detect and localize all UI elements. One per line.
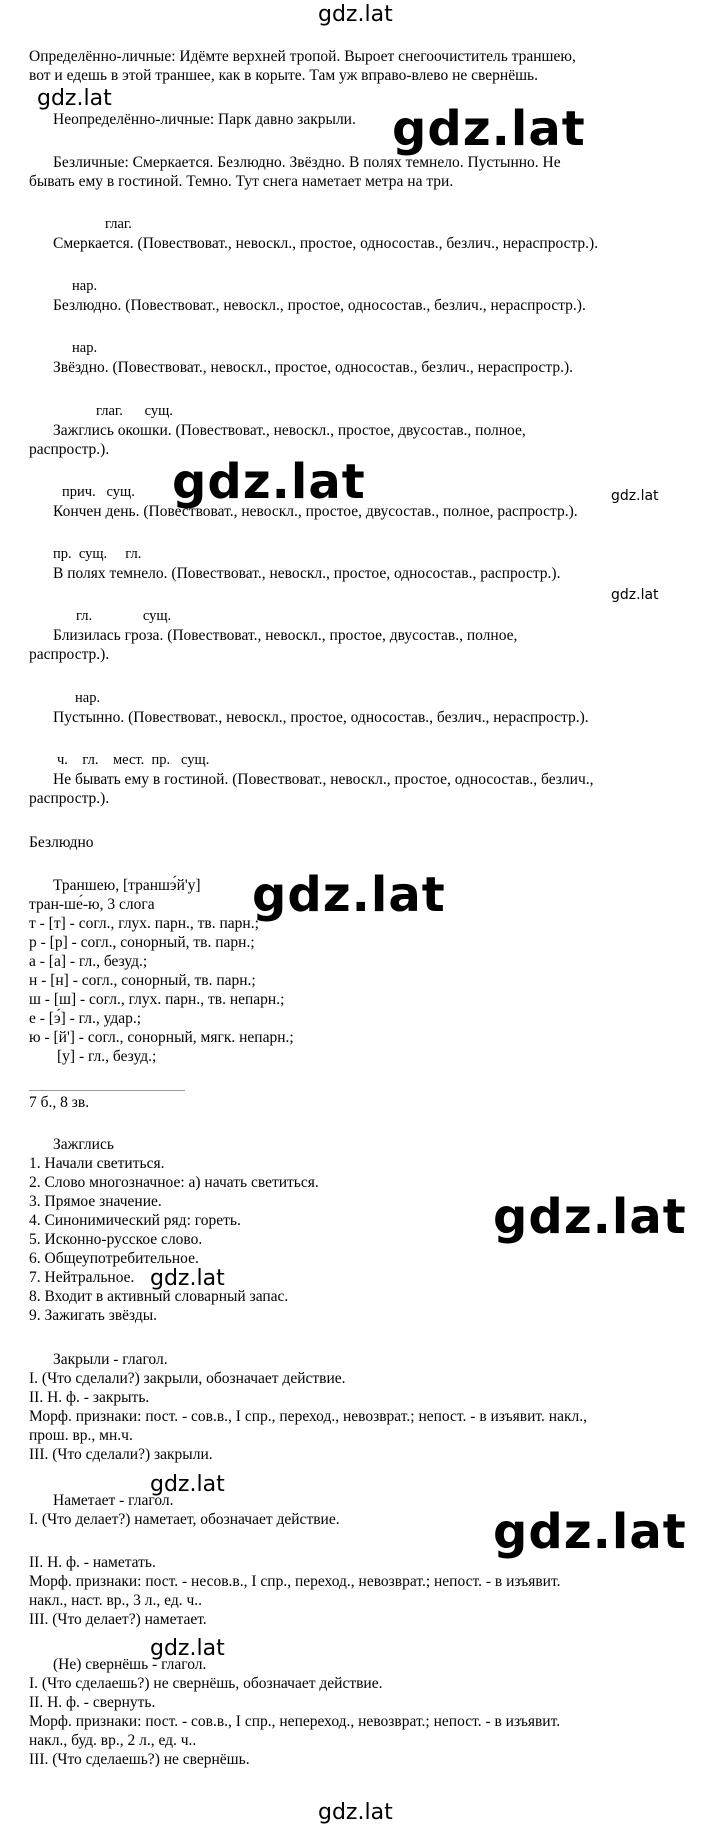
lexical-head: Зажглись (53, 1136, 114, 1153)
phonetic-row: н - [н] - согл., сонорный, тв. парн.; (29, 972, 256, 989)
lexical-item: 1. Начали светиться. (29, 1155, 165, 1172)
parse-text: распростр.). (29, 646, 110, 663)
lexical-item: 7. Нейтральное. (29, 1269, 135, 1286)
phonetic-row: т - [т] - согл., глух. парн., тв. парн.; (29, 915, 259, 932)
parse-marks: глаг. (105, 216, 132, 232)
phonetic-row: ю - [й'] - согл., сонорный, мягк. непарн.; (29, 1029, 294, 1046)
parse-marks: глаг. сущ. (96, 403, 173, 419)
watermark-large: gdz.lat (252, 867, 446, 923)
parse-text: Зажглись окошки. (Повествоват., невоскл., простое, двусостав., полное, (53, 422, 526, 439)
watermark-bottom: gdz.lat (318, 1800, 393, 1825)
morph-line: I. (Что делает?) наметает, обозначает действие. (29, 1511, 340, 1528)
morph-line: III. (Что сделали?) закрыли. (29, 1446, 213, 1463)
morph-line: прош. вр., мн.ч. (29, 1427, 133, 1444)
morph-line: II. Н. ф. - наметать. (29, 1554, 156, 1571)
watermark-top: gdz.lat (318, 2, 393, 27)
morph-head: Закрыли - глагол. (53, 1351, 168, 1368)
phonetic-row: а - [а] - гл., безуд.; (29, 953, 148, 970)
lexical-item: 8. Входит в активный словарный запас. (29, 1288, 289, 1305)
sentences-line: Неопределённо-личные: Парк давно закрыли. (53, 111, 356, 128)
parse-text: Не бывать ему в гостиной. (Повествоват., невоскл., простое, односостав., безлич., (53, 771, 594, 788)
watermark-large: gdz.lat (493, 1504, 687, 1560)
morph-line: III. (Что сделаешь?) не свернёшь. (29, 1751, 250, 1768)
lexical-item: 2. Слово многозначное: а) начать светиться. (29, 1174, 319, 1191)
morph-line: Морф. признаки: пост. - несов.в., I спр., переход., невозврат.; непост. - в изъявит. (29, 1573, 561, 1590)
morph-line: II. Н. ф. - закрыть. (29, 1389, 150, 1406)
morph-line: Морф. признаки: пост. - сов.в., I спр., непереход., невозврат.; непост. - в изъявит. (29, 1713, 561, 1730)
watermark-large: gdz.lat (172, 454, 366, 510)
lexical-item: 6. Общеупотребительное. (29, 1250, 199, 1267)
watermark: gdz.lat (150, 1472, 225, 1497)
sentences-line: Определённо-личные: Идёмте верхней тропой. Выроет снегоочиститель траншею, (29, 48, 576, 65)
lexical-item: 3. Прямое значение. (29, 1193, 162, 1210)
divider (29, 1090, 185, 1091)
parse-text: В полях темнело. (Повествоват., невоскл., простое, односостав., распростр.). (53, 565, 561, 582)
parse-marks: нар. (72, 278, 98, 294)
parse-marks: гл. сущ. (76, 608, 172, 624)
lexical-item: 5. Исконно-русское слово. (29, 1231, 203, 1248)
parse-text: Смеркается. (Повествоват., невоскл., простое, односостав., безлич., нераспростр.). (53, 235, 599, 252)
parse-text: Пустынно. (Повествоват., невоскл., простое, односостав., безлич., нераспростр.). (53, 709, 589, 726)
morph-line: Морф. признаки: пост. - сов.в., I спр., переход., невозврат.; непост. - в изъявит. накл., (29, 1408, 587, 1425)
phonetic-row: [у] - гл., безуд.; (57, 1048, 157, 1065)
parse-text: Звёздно. (Повествоват., невоскл., простое, односостав., безлич., нераспростр.). (53, 359, 574, 376)
sentences-line: бывать ему в гостиной. Темно. Тут снега наметает метра на три. (29, 173, 454, 190)
parse-text: распростр.). (29, 441, 110, 458)
lexical-item: 4. Синонимический ряд: гореть. (29, 1212, 241, 1229)
watermark-large: gdz.lat (493, 1189, 687, 1245)
phonetic-total: 7 б., 8 зв. (29, 1094, 90, 1111)
parse-text: Кончен день. (Повествоват., невоскл., простое, двусостав., полное, распростр.). (53, 503, 578, 520)
parse-marks: прич. сущ. (62, 484, 135, 500)
watermark-small: gdz.lat (611, 488, 659, 504)
parse-text: Безлюдно. (Повествоват., невоскл., простое, односостав., безлич., нераспростр.). (53, 297, 586, 314)
section-heading: Безлюдно (29, 834, 94, 851)
morph-line: накл., наст. вр., 3 л., ед. ч.. (29, 1592, 203, 1609)
morph-head: Наметает - глагол. (53, 1492, 174, 1509)
phonetic-row: е - [э́] - гл., удар.; (29, 1010, 142, 1027)
morph-head: (Не) свернёшь - глагол. (53, 1656, 207, 1673)
parse-marks: пр. сущ. гл. (53, 546, 142, 562)
watermark-large: gdz.lat (392, 101, 586, 157)
sentences-line: вот и едешь в этой траншее, как в корыте. Там уж вправо-влево не свернёшь. (29, 67, 538, 84)
parse-marks: нар. (75, 690, 101, 706)
morph-line: III. (Что делает?) наметает. (29, 1611, 207, 1628)
phonetic-row: ш - [ш] - согл., глух. парн., тв. непарн.; (29, 991, 285, 1008)
parse-marks: ч. гл. мест. пр. сущ. (57, 752, 210, 768)
phonetic-syllables: тран-ше́-ю, 3 слога (29, 896, 155, 913)
watermark: gdz.lat (37, 86, 112, 111)
watermark: gdz.lat (150, 1636, 225, 1661)
parse-text: распростр.). (29, 790, 110, 807)
morph-line: накл., буд. вр., 2 л., ед. ч.. (29, 1732, 197, 1749)
parse-text: Близилась гроза. (Повествоват., невоскл., простое, двусостав., полное, (53, 627, 518, 644)
watermark-small: gdz.lat (611, 587, 659, 603)
watermark: gdz.lat (150, 1266, 225, 1291)
morph-line: I. (Что сделаешь?) не свернёшь, обозначает действие. (29, 1675, 383, 1692)
lexical-item: 9. Зажигать звёзды. (29, 1307, 158, 1324)
parse-marks: нар. (72, 340, 98, 356)
sentences-line: Безличные: Смеркается. Безлюдно. Звёздно. В полях темнело. Пустынно. Не (53, 154, 561, 171)
morph-line: I. (Что сделали?) закрыли, обозначает действие. (29, 1370, 346, 1387)
phonetic-head: Траншею, [траншэ́й'у] (53, 877, 201, 894)
morph-line: II. Н. ф. - свернуть. (29, 1694, 156, 1711)
phonetic-row: р - [р] - согл., сонорный, тв. парн.; (29, 934, 255, 951)
